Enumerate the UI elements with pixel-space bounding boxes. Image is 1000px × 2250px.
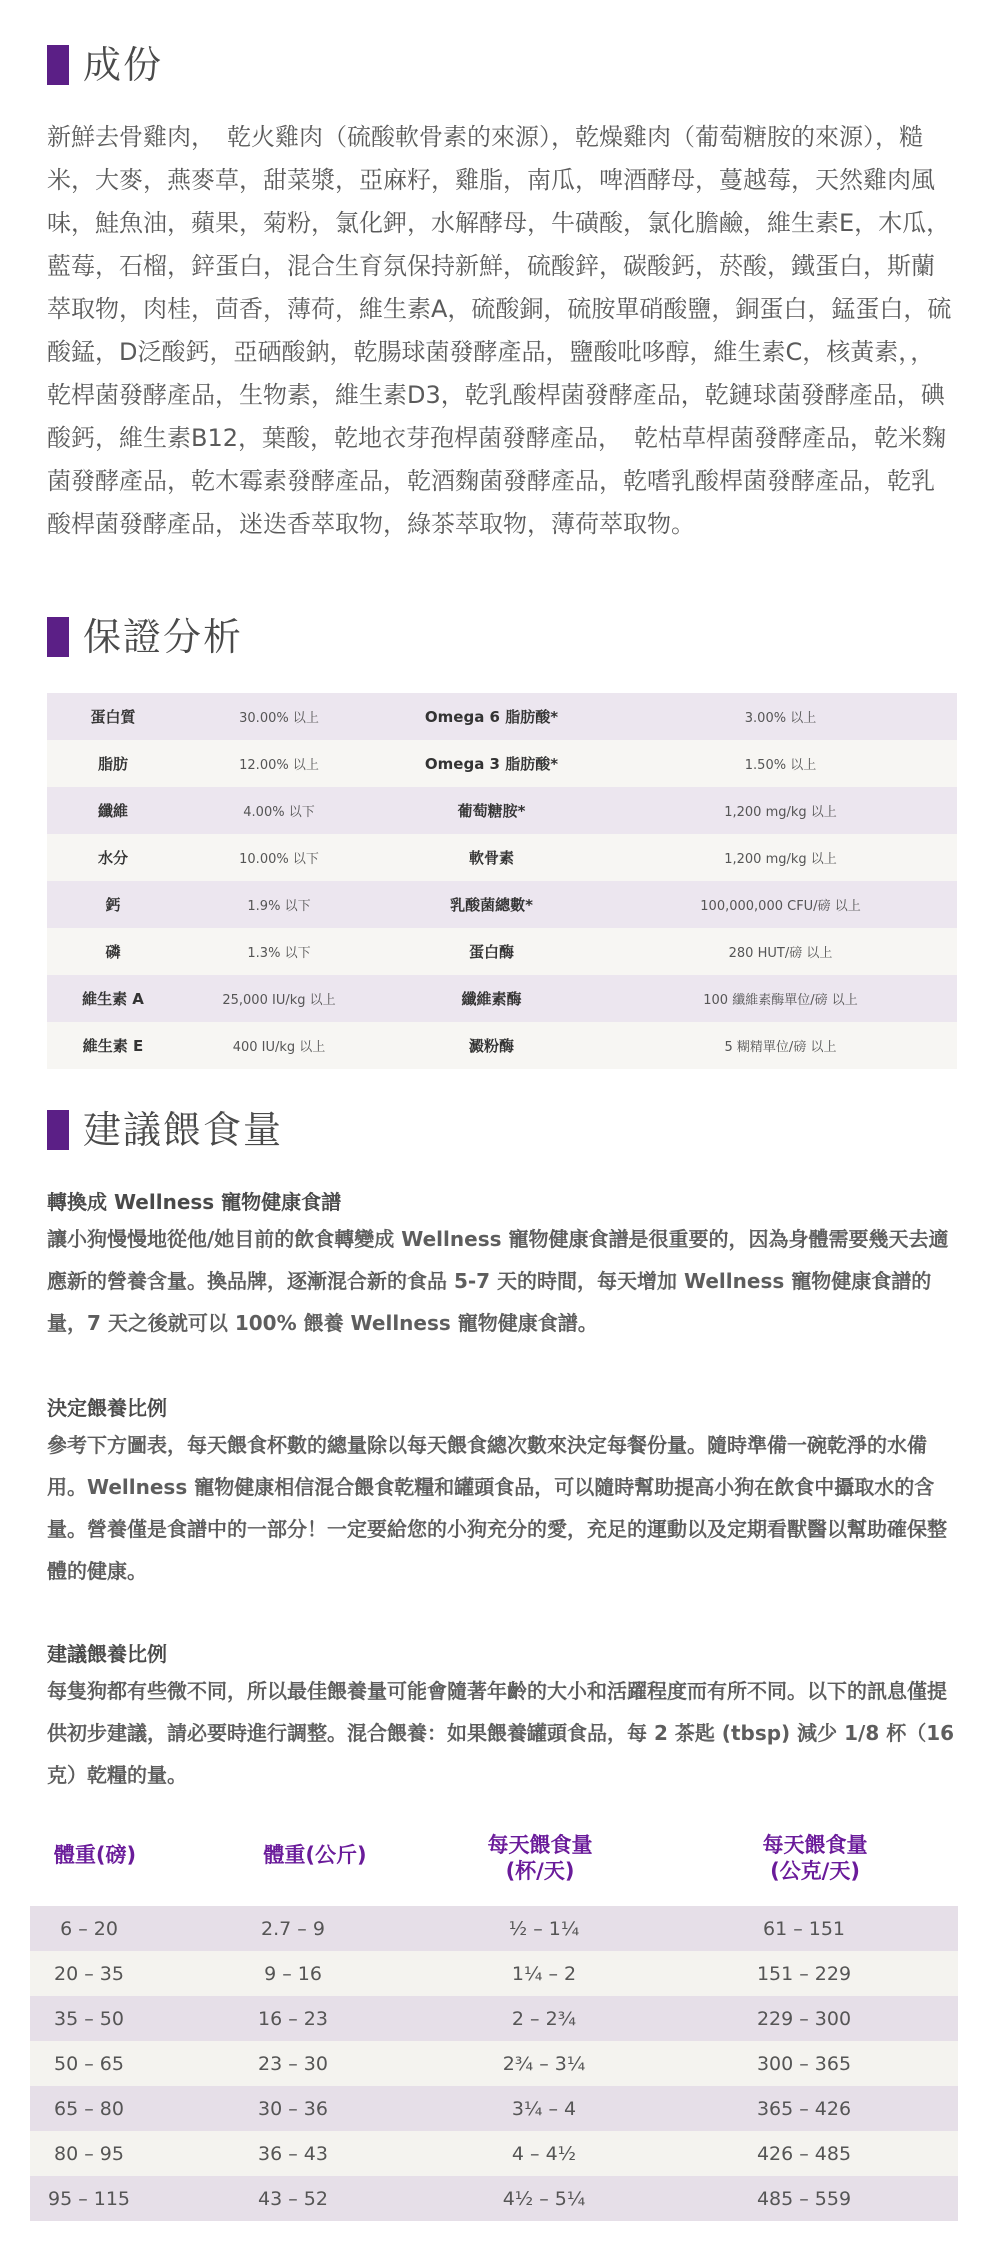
nutrient-value: 1,200 mg/kg 以上	[604, 787, 957, 834]
nutrient-name: 乳酸菌總數*	[379, 881, 604, 928]
feeding-row	[30, 1906, 958, 1951]
feeding-row	[30, 2086, 958, 2131]
nutrient-value: 1.9% 以下	[179, 881, 379, 928]
ingredients-text: 新鮮去骨雞肉， 乾火雞肉（硫酸軟骨素的來源），乾燥雞肉（葡萄糖胺的來源），糙米，大麥，燕麥草，甜菜漿，亞麻籽，雞脂，南瓜，啤酒酵母，蔓越莓，天然雞肉風味，鮭魚油，蘋果，菊粉，氯化鉀，水解酵母，牛磺酸，氯化膽鹼，維生素E，木瓜，藍莓，石榴，鋅蛋白，混合生育氛保持新鮮，硫酸鋅，碳酸鈣，菸酸，鐵蛋白，斯蘭萃取物，肉桂，茴香，薄荷，維生素A，硫酸銅，硫胺單硝酸鹽，銅蛋白，錳蛋白，硫酸錳，D泛酸鈣，亞硒酸鈉，乾腸球菌發酵產品，鹽酸吡哆醇，維生素C，核黃素，，乾桿菌發酵產品，生物素，維生素D3，乾乳酸桿菌發酵產品，乾鏈球菌發酵產品，碘酸鈣，維生素B12，葉酸，乾地衣芽孢桿菌發酵產品， 乾枯草桿菌發酵產品，乾米麴菌發酵產品，乾木霉素發酵產品，乾酒麴菌發酵產品，乾嗜乳酸桿菌發酵產品，乾乳酸桿菌發酵產品，迷迭香萃取物，綠茶萃取物，薄荷萃取物。	[47, 123, 952, 538]
analysis-row	[47, 787, 957, 834]
transition-text: 讓小狗慢慢地從他/她目前的飲食轉變成 Wellness 寵物健康食譜是很重要的，因為身體需要幾天去適應新的營養含量。換品牌，逐漸混合新的食品 5-7 天的時間，每天增加 Wellness 寵物健康食譜的量，7 天之後就可以 100% 餵養 Wellness 寵物健康食譜。	[47, 1227, 949, 1335]
analysis-row	[47, 740, 957, 787]
nutrient-value: 12.00% 以上	[179, 740, 379, 787]
weight-kg-cell: 9 – 16	[148, 1951, 438, 1996]
nutrient-name: 鈣	[47, 881, 179, 928]
nutrient-value: 10.00% 以下	[179, 834, 379, 881]
analysis-row	[47, 693, 957, 740]
analysis-row	[47, 975, 957, 1022]
analysis-row	[47, 1022, 957, 1069]
ingredients-header	[47, 42, 163, 88]
grams-per-day-cell: 485 – 559	[650, 2176, 958, 2221]
cups-per-day-cell: 1¼ – 2	[438, 1951, 650, 1996]
weight-lb-cell: 6 – 20	[30, 1906, 148, 1951]
nutrient-name: 軟骨素	[379, 834, 604, 881]
analysis-row	[47, 834, 957, 881]
nutrient-name: 維生素 A	[47, 975, 179, 1022]
nutrient-value: 280 HUT/磅 以上	[604, 928, 957, 975]
grams-per-day-cell: 151 – 229	[650, 1951, 958, 1996]
feeding-row	[30, 1996, 958, 2041]
analysis-row	[47, 928, 957, 975]
suggest-title: 建議餵養比例	[47, 1642, 167, 1666]
grams-per-day-cell: 229 – 300	[650, 1996, 958, 2041]
analysis-title: 保證分析	[83, 615, 244, 659]
suggest-block	[47, 1638, 957, 1796]
nutrient-name: 纖維素酶	[379, 975, 604, 1022]
nutrient-name: Omega 3 脂肪酸*	[379, 740, 604, 787]
nutrient-value: 1.3% 以下	[179, 928, 379, 975]
weight-lb-cell: 80 – 95	[30, 2131, 148, 2176]
feeding-row	[30, 2131, 958, 2176]
nutrient-name: 蛋白質	[47, 693, 179, 740]
suggest-text: 每隻狗都有些微不同，所以最佳餵養量可能會隨著年齡的大小和活躍程度而有所不同。以下的訊息僅提供初步建議，請必要時進行調整。混合餵養：如果餵養罐頭食品，每 2 茶匙 (tbsp) 減少 1/8 杯（16 克）乾糧的量。	[47, 1679, 955, 1787]
nutrient-value: 1.50% 以上	[604, 740, 957, 787]
nutrient-name: 水分	[47, 834, 179, 881]
nutrient-name: 維生素 E	[47, 1022, 179, 1069]
nutrient-name: 磷	[47, 928, 179, 975]
feeding-row	[30, 2176, 958, 2221]
ingredients-title: 成份	[83, 43, 164, 87]
header-weight-kg: 體重(公斤)	[263, 1843, 367, 1867]
feeding-row	[30, 1951, 958, 1996]
analysis-row	[47, 881, 957, 928]
weight-lb-cell: 35 – 50	[30, 1996, 148, 2041]
weight-lb-cell: 95 – 115	[30, 2176, 148, 2221]
feeding-header	[47, 1107, 283, 1153]
feeding-row	[30, 2041, 958, 2086]
weight-kg-cell: 30 – 36	[148, 2086, 438, 2131]
nutrient-value: 400 IU/kg 以上	[179, 1022, 379, 1069]
cups-per-day-cell: 2 – 2¾	[438, 1996, 650, 2041]
nutrient-name: 澱粉酶	[379, 1022, 604, 1069]
nutrient-value: 4.00% 以下	[179, 787, 379, 834]
analysis-header	[47, 614, 243, 660]
header-grams-per-day: 每天餵食量 (公克/天)	[762, 1833, 868, 1883]
section-marker	[47, 1110, 69, 1150]
weight-kg-cell: 16 – 23	[148, 1996, 438, 2041]
transition-block	[47, 1186, 957, 1344]
cups-per-day-cell: 2¾ – 3¼	[438, 2041, 650, 2086]
feeding-table-header	[30, 1832, 958, 1900]
weight-kg-cell: 23 – 30	[148, 2041, 438, 2086]
feeding-title: 建議餵食量	[83, 1108, 284, 1152]
cups-per-day-cell: 3¼ – 4	[438, 2086, 650, 2131]
section-marker	[47, 617, 69, 657]
nutrient-value: 100 纖維素酶單位/磅 以上	[604, 975, 957, 1022]
nutrient-value: 1,200 mg/kg 以上	[604, 834, 957, 881]
nutrient-value: 3.00% 以上	[604, 693, 957, 740]
grams-per-day-cell: 426 – 485	[650, 2131, 958, 2176]
feeding-table	[30, 1906, 958, 2221]
ratio-text: 參考下方圖表，每天餵食杯數的總量除以每天餵食總次數來決定每餐份量。隨時準備一碗乾淨的水備用。Wellness 寵物健康相信混合餵食乾糧和罐頭食品，可以隨時幫助提高小狗在飲食中攝取水的含量。營養僅是食譜中的一部分！一定要給您的小狗充分的愛，充足的運動以及定期看獸醫以幫助確保整體的健康。	[47, 1433, 947, 1583]
nutrient-value: 25,000 IU/kg 以上	[179, 975, 379, 1022]
nutrient-name: 葡萄糖胺*	[379, 787, 604, 834]
grams-per-day-cell: 61 – 151	[650, 1906, 958, 1951]
analysis-table	[47, 693, 957, 1069]
ratio-title: 決定餵養比例	[47, 1396, 167, 1420]
cups-per-day-cell: 4 – 4½	[438, 2131, 650, 2176]
grams-per-day-cell: 365 – 426	[650, 2086, 958, 2131]
weight-lb-cell: 20 – 35	[30, 1951, 148, 1996]
transition-title: 轉換成 Wellness 寵物健康食譜	[47, 1190, 342, 1214]
nutrient-name: 蛋白酶	[379, 928, 604, 975]
header-weight-lb: 體重(磅)	[53, 1843, 137, 1867]
nutrient-value: 5 糊精單位/磅 以上	[604, 1022, 957, 1069]
cups-per-day-cell: ½ – 1¼	[438, 1906, 650, 1951]
weight-kg-cell: 43 – 52	[148, 2176, 438, 2221]
grams-per-day-cell: 300 – 365	[650, 2041, 958, 2086]
weight-kg-cell: 2.7 – 9	[148, 1906, 438, 1951]
section-marker	[47, 45, 69, 85]
weight-kg-cell: 36 – 43	[148, 2131, 438, 2176]
nutrient-value: 100,000,000 CFU/磅 以上	[604, 881, 957, 928]
ratio-block	[47, 1392, 957, 1592]
nutrient-name: 脂肪	[47, 740, 179, 787]
weight-lb-cell: 65 – 80	[30, 2086, 148, 2131]
nutrient-value: 30.00% 以上	[179, 693, 379, 740]
nutrient-name: Omega 6 脂肪酸*	[379, 693, 604, 740]
weight-lb-cell: 50 – 65	[30, 2041, 148, 2086]
nutrient-name: 纖維	[47, 787, 179, 834]
header-cups-per-day: 每天餵食量 (杯/天)	[487, 1833, 593, 1883]
cups-per-day-cell: 4½ – 5¼	[438, 2176, 650, 2221]
